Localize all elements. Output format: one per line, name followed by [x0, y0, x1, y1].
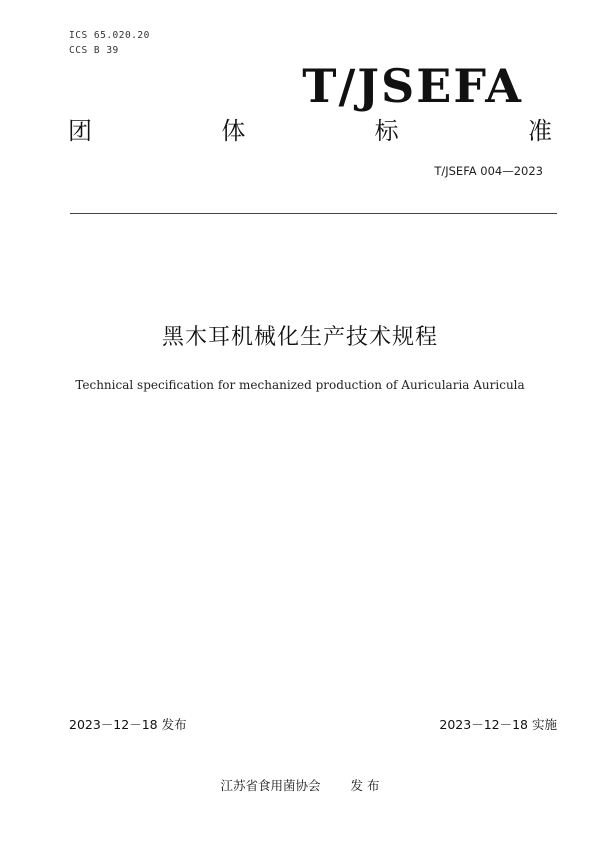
ics-code: ICS 65.020.20 [69, 30, 150, 41]
standard-type-char: 团 [68, 117, 92, 145]
implementation-date: 2023－12－18 实施 [439, 717, 557, 732]
standard-type-heading [68, 114, 552, 148]
standard-type-char: 体 [221, 117, 246, 145]
standard-code-logo: T/JSEFA [302, 59, 523, 113]
ccs-code: CCS B 39 [69, 45, 119, 56]
document-title-chinese: 黑木耳机械化生产技术规程 [161, 325, 438, 350]
standard-number: T/JSEFA 004—2023 [434, 164, 543, 178]
standard-type-char: 准 [527, 117, 552, 145]
issuer-action: 发 布 [350, 778, 380, 793]
issue-date: 2023－12－18 发布 [69, 717, 187, 732]
standard-type-char: 标 [374, 117, 399, 145]
document-title-english: Technical specification for mechanized production of Auricularia Auricula [75, 378, 525, 392]
issuer-line [0, 777, 600, 795]
issuer-organization: 江苏省食用菌协会 [220, 778, 321, 793]
header-divider [70, 213, 557, 214]
